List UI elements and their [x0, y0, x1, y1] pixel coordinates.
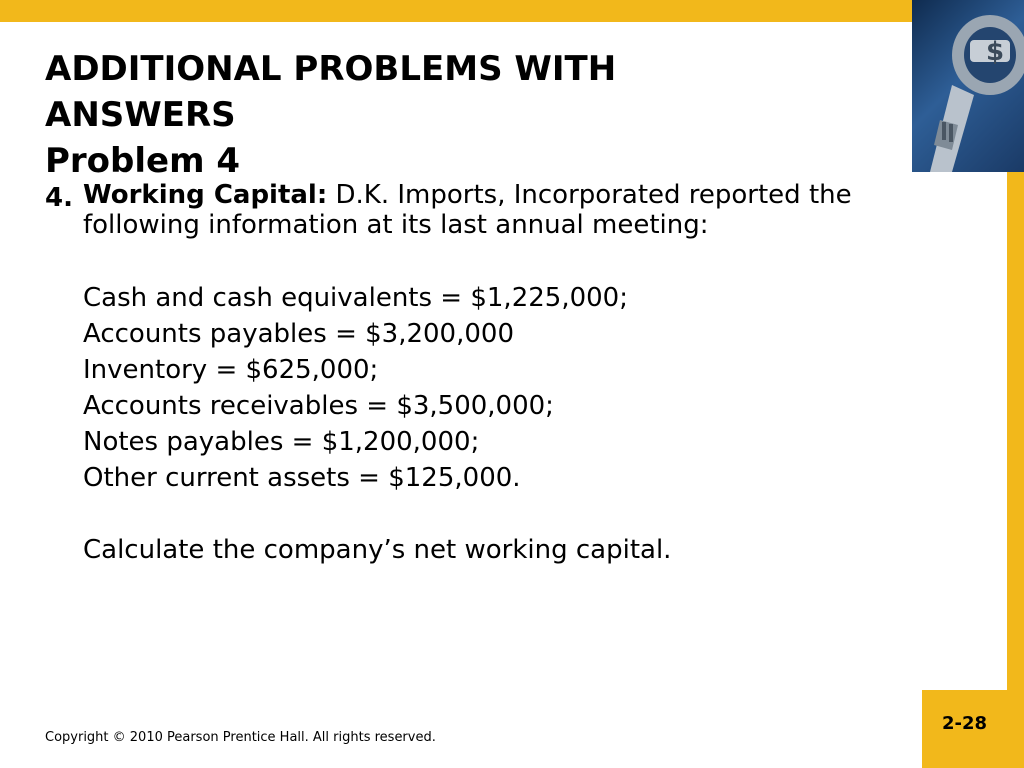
title-line-2: ANSWERS: [45, 95, 236, 135]
problem-number: 4.: [45, 183, 73, 213]
list-item: Accounts payables = $3,200,000: [83, 319, 514, 349]
problem-label: Working Capital:: [83, 180, 328, 210]
list-item: Notes payables = $1,200,000;: [83, 427, 480, 457]
svg-text:$: $: [986, 37, 1005, 67]
problem-statement: [45, 180, 925, 240]
page-number: 2-28: [941, 713, 988, 734]
problem-block: [45, 180, 925, 568]
list-item: Accounts receivables = $3,500,000;: [83, 391, 554, 421]
top-accent-bar: [0, 0, 1024, 22]
data-list: [83, 280, 925, 496]
slide-title: [45, 46, 905, 184]
problem-text: [83, 180, 925, 240]
copyright-notice: Copyright © 2010 Pearson Prentice Hall. All rights reserved.: [45, 730, 436, 745]
title-line-3: Problem 4: [45, 141, 241, 181]
wrench-dollar-icon: [912, 0, 1024, 172]
list-item: Inventory = $625,000;: [83, 355, 379, 385]
problem-description: D.K. Imports, Incorporated reported the following information at its last annual meeting:: [83, 180, 852, 240]
problem-question: Calculate the company’s net working capital.: [83, 535, 672, 565]
title-line-1: ADDITIONAL PROBLEMS WITH: [45, 49, 617, 89]
list-item: Cash and cash equivalents = $1,225,000;: [83, 283, 628, 313]
list-item: Other current assets = $125,000.: [83, 463, 521, 493]
